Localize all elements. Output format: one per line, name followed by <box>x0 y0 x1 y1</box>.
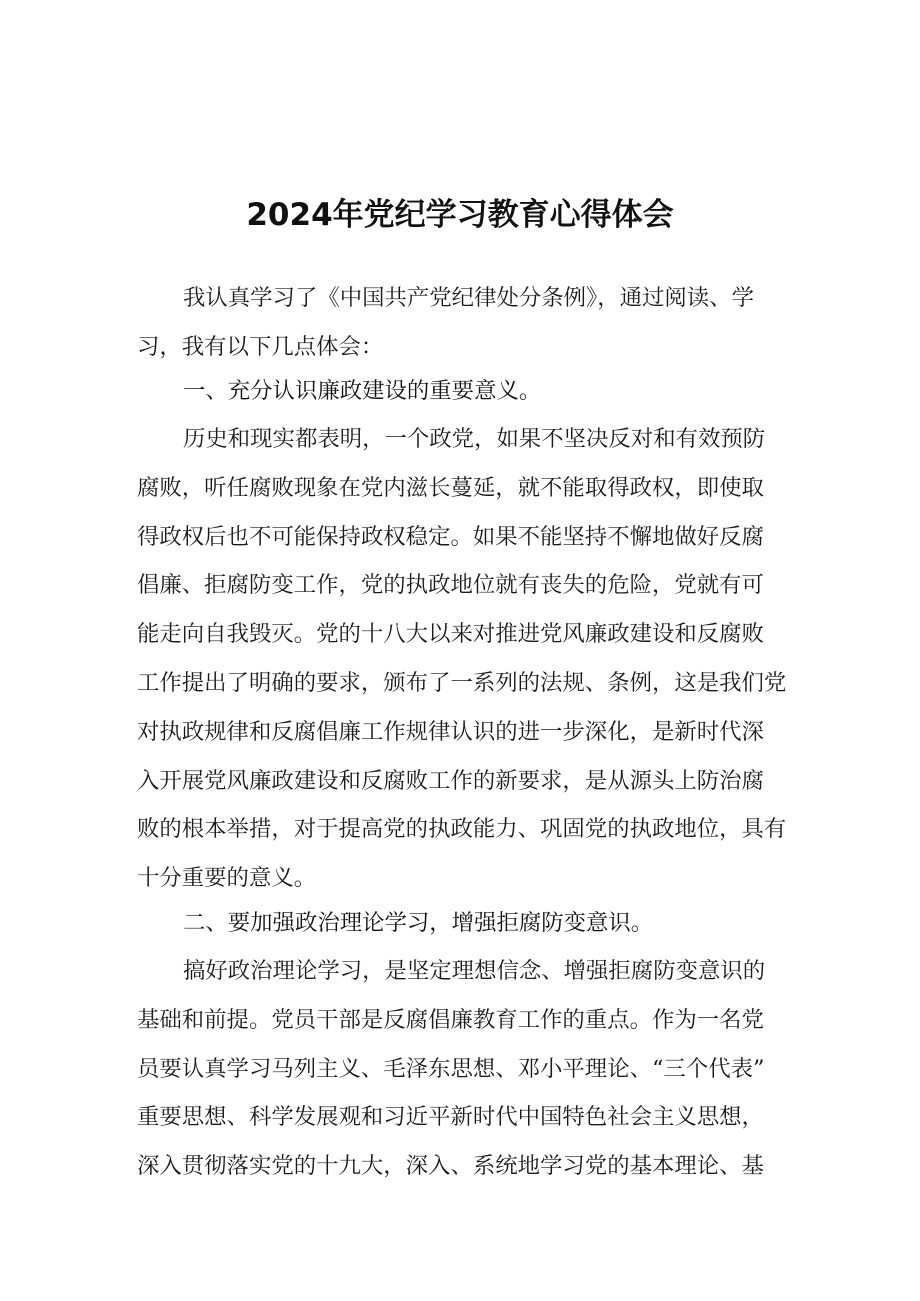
text-line: 倡廉、拒腐防变工作，党的执政地位就有丧失的危险，党就有可 <box>137 572 764 599</box>
section-2-paragraph <box>137 947 797 1191</box>
text-line: 腐败，听任腐败现象在党内滋长蔓延，就不能取得政权，即使取 <box>137 474 764 501</box>
text-line: 基础和前提。党员干部是反腐倡廉教育工作的重点。作为一名党 <box>137 1006 764 1033</box>
text-line: 习，我有以下几点体会： <box>137 333 384 360</box>
text-line: 工作提出了明确的要求，颁布了一系列的法规、条例，这是我们党 <box>137 669 787 696</box>
text-line: 败的根本举措，对于提高党的执政能力、巩固党的执政地位，具有 <box>137 816 787 843</box>
intro-paragraph <box>137 274 797 372</box>
section-heading-2: 二、要加强政治理论学习，增强拒腐防变意识。 <box>183 910 654 936</box>
document-title: 2024年党纪学习教育心得体会 <box>246 196 674 233</box>
text-line: 对执政规律和反腐倡廉工作规律认识的进一步深化，是新时代深 <box>137 718 764 745</box>
text-line: 得政权后也不可能保持政权稳定。如果不能坚持不懈地做好反腐 <box>137 523 764 550</box>
text-line: 深入贯彻落实党的十九大，深入、系统地学习党的基本理论、基 <box>137 1153 764 1180</box>
section-heading-1: 一、充分认识廉政建设的重要意义。 <box>183 378 542 404</box>
text-line: 我认真学习了《中国共产党纪律处分条例》，通过阅读、学 <box>183 285 754 311</box>
text-line: 搞好政治理论学习，是坚定理想信念、增强拒腐防变意识的 <box>183 958 766 984</box>
text-line: 入开展党风廉政建设和反腐败工作的新要求，是从源头上防治腐 <box>137 767 764 794</box>
text-line: 十分重要的意义。 <box>137 865 317 892</box>
text-line: 能走向自我毁灭。党的十八大以来对推进党风廉政建设和反腐败 <box>137 621 764 648</box>
text-line: 重要思想、科学发展观和习近平新时代中国特色社会主义思想， <box>137 1104 764 1131</box>
text-line: 历史和现实都表明，一个政党，如果不坚决反对和有效预防 <box>183 426 766 452</box>
text-line: 员要认真学习马列主义、毛泽东思想、邓小平理论、“三个代表” <box>137 1055 765 1082</box>
section-1-paragraph <box>137 415 797 903</box>
